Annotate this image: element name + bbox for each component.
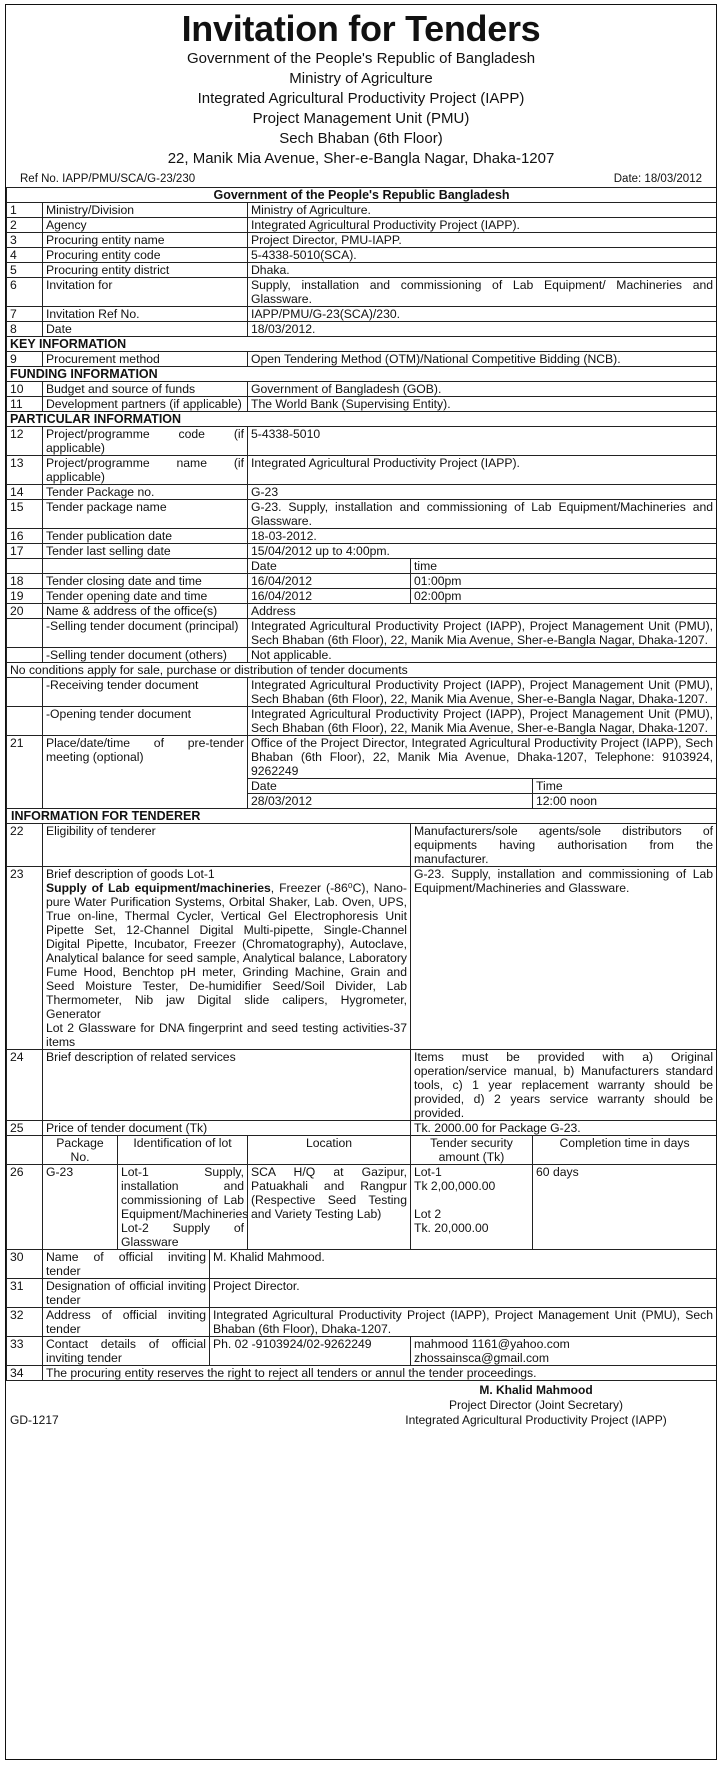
- cell-text: Brief description of goods Lot-1: [46, 867, 215, 881]
- table-cell: 12: [7, 427, 43, 456]
- section-heading: INFORMATION FOR TENDERER: [7, 809, 717, 824]
- table-cell: Procuring entity code: [43, 248, 248, 263]
- table-cell: Integrated Agricultural Productivity Project (IAPP), Project Management Unit (PMU), Sech Bhaban (6th Floor), 22, Manik Mia Avenue, Sher-e-Bangla Nagar, Dhaka-1207.: [248, 707, 717, 736]
- table-cell: Tender package name: [43, 500, 248, 529]
- table-cell: 28/03/2012: [248, 794, 533, 809]
- signatory-org: Integrated Agricultural Productivity Project (IAPP): [405, 1413, 667, 1427]
- table-cell: -Selling tender document (others): [43, 648, 248, 663]
- table-cell: Integrated Agricultural Productivity Project (IAPP).: [248, 218, 717, 233]
- table-row: [7, 1050, 717, 1121]
- section-heading: PARTICULAR INFORMATION: [7, 412, 717, 427]
- header-line: Ministry of Agriculture: [289, 70, 433, 87]
- table-cell: 5-4338-5010(SCA).: [248, 248, 717, 263]
- table-row: [7, 278, 717, 307]
- table-cell: Tender last selling date: [43, 544, 248, 559]
- table-row: [7, 456, 717, 485]
- table-cell: 5: [7, 263, 43, 278]
- table-row: [7, 648, 717, 663]
- table-cell: G-23. Supply, installation and commissioning of Lab Equipment/Machineries and Glassware.: [248, 500, 717, 529]
- table-cell: 7: [7, 307, 43, 322]
- table-cell: Integrated Agricultural Productivity Project (IAPP), Project Management Unit (PMU), Sech Bhaban (6th Floor), Dhaka-1207.: [210, 1308, 717, 1337]
- table-cell: [43, 867, 411, 1050]
- cell-text: mahmood 1161@yahoo.com: [414, 1337, 570, 1351]
- table-row: [7, 263, 717, 278]
- table-cell: Contact details of official inviting tender: [43, 1337, 210, 1366]
- table-cell: Procuring entity name: [43, 233, 248, 248]
- table-cell: Place/date/time of pre-tender meeting (optional): [43, 736, 248, 809]
- table-row: [7, 1121, 717, 1136]
- table-row: [7, 307, 717, 322]
- table-cell: [7, 678, 43, 707]
- table-cell: [7, 648, 43, 663]
- signatory-designation: Project Director (Joint Secretary): [448, 1398, 624, 1412]
- table-cell: 26: [7, 1165, 43, 1250]
- cell-text: Tk. 20,000.00: [414, 1221, 489, 1235]
- table-row: [7, 604, 717, 619]
- table-cell: [411, 1337, 717, 1366]
- table-cell: 18-03-2012.: [248, 529, 717, 544]
- table-cell: 6: [7, 278, 43, 307]
- table-cell: 20: [7, 604, 43, 619]
- table-cell: 01:00pm: [411, 574, 717, 589]
- table-cell: Completion time in days: [533, 1136, 717, 1165]
- table-cell: Name & address of the office(s): [43, 604, 248, 619]
- table-row: [7, 867, 717, 1050]
- table-cell: [7, 707, 43, 736]
- table-cell: Address of official inviting tender: [43, 1308, 210, 1337]
- table-cell: 5-4338-5010: [248, 427, 717, 456]
- section-heading: KEY INFORMATION: [7, 337, 717, 352]
- table-cell: 31: [7, 1279, 43, 1308]
- table-row: [7, 736, 717, 779]
- table-cell: 8: [7, 322, 43, 337]
- table-cell: 32: [7, 1308, 43, 1337]
- table-cell: Designation of official inviting tender: [43, 1279, 210, 1308]
- table-cell: Date: [248, 559, 411, 574]
- table-cell: -Receiving tender document: [43, 678, 248, 707]
- gd-code: GD-1217: [10, 1413, 59, 1427]
- table-row: [7, 322, 717, 337]
- table-cell: 9: [7, 352, 43, 367]
- table-row: [7, 678, 717, 707]
- header-line: Government of the People's Republic of Bangladesh: [186, 50, 536, 67]
- table-cell: 3: [7, 233, 43, 248]
- table-cell: Integrated Agricultural Productivity Project (IAPP), Project Management Unit (PMU), Sech Bhaban (6th Floor), 22, Manik Mia Avenue, Sher-e-Bangla Nagar, Dhaka-1207.: [248, 619, 717, 648]
- table-cell: Price of tender document (Tk): [43, 1121, 411, 1136]
- table-cell: The procuring entity reserves the right to reject all tenders or annul the tender proceedings.: [43, 1366, 717, 1381]
- table-row: [7, 1136, 717, 1165]
- table-cell: Identification of lot: [118, 1136, 248, 1165]
- tender-table: [6, 187, 717, 1381]
- table-cell: M. Khalid Mahmood.: [210, 1250, 717, 1279]
- table-row: [7, 559, 717, 574]
- table-cell: -Opening tender document: [43, 707, 248, 736]
- cell-text: , Freezer (-86⁰C), Nano-pure Water Purification Systems, Orbital Shaker, Lab. Oven, UPS, True on-line, Thermal Cycler, Vertical Gel Electrophoresis Unit Pipette Set, 12-Channel Digital Multi-pipette, Single-Channel Digital Pipette, Incubator, Freezer (Chromatography), Autoclave, Analytical balance for seed sample, Analytical balance, Laboratory Fume Hood, Benchtop pH meter, Grinding Machine, Grain and Seed Moisture Tester, De-humidifier Seed/Soil Divider, Lab Thermometer, Nib jaw Digital slide calipers, Hygrometer, Generator: [46, 881, 407, 1021]
- cell-text: Tk 2,00,000.00: [414, 1179, 496, 1193]
- table-row: [7, 619, 717, 648]
- table-cell: Brief description of related services: [43, 1050, 411, 1121]
- table-cell: Date: [43, 322, 248, 337]
- table-cell: 13: [7, 456, 43, 485]
- signature-block: [6, 1383, 716, 1428]
- table-cell: [43, 559, 248, 574]
- table-cell: Integrated Agricultural Productivity Project (IAPP), Project Management Unit (PMU), Sech Bhaban (6th Floor), 22, Manik Mia Avenue, Sher-e-Bangla Nagar, Dhaka-1207.: [248, 678, 717, 707]
- table-cell: Open Tendering Method (OTM)/National Competitive Bidding (NCB).: [248, 352, 717, 367]
- table-row: [7, 248, 717, 263]
- table-cell: time: [411, 559, 717, 574]
- table-row: [7, 824, 717, 867]
- table-cell: 10: [7, 382, 43, 397]
- table-cell: Development partners (if applicable): [43, 397, 248, 412]
- table-cell: 16/04/2012: [248, 589, 411, 604]
- table-cell: 15/04/2012 up to 4:00pm.: [248, 544, 717, 559]
- table-cell: [411, 1165, 533, 1250]
- cell-text: [46, 881, 407, 1021]
- page-title: Invitation for Tenders: [181, 8, 541, 49]
- table-cell: Integrated Agricultural Productivity Project (IAPP).: [248, 456, 717, 485]
- table-cell: Tender publication date: [43, 529, 248, 544]
- table-cell: 25: [7, 1121, 43, 1136]
- header-line: Project Management Unit (PMU): [252, 110, 470, 127]
- cell-text: Supply of Lab equipment/machineries: [46, 881, 271, 895]
- table-row: [7, 382, 717, 397]
- table-row: [7, 544, 717, 559]
- ref-row: [6, 169, 716, 187]
- table-cell: 16: [7, 529, 43, 544]
- table-cell: 16/04/2012: [248, 574, 411, 589]
- table-cell: Lot-1 Supply, installation and commissioning of Lab Equipment/Machineries Lot-2 Supply of Glassware: [118, 1165, 248, 1250]
- table-row: [7, 397, 717, 412]
- table-cell: G-23. Supply, installation and commissioning of Lab Equipment/Machineries and Glassware.: [411, 867, 717, 1050]
- table-cell: Invitation Ref No.: [43, 307, 248, 322]
- table-cell: -Selling tender document (principal): [43, 619, 248, 648]
- table-cell: 30: [7, 1250, 43, 1279]
- table-cell: 18/03/2012.: [248, 322, 717, 337]
- table-row: [7, 574, 717, 589]
- table-cell: 1: [7, 203, 43, 218]
- table-cell: Budget and source of funds: [43, 382, 248, 397]
- table-cell: 18: [7, 574, 43, 589]
- table-row: [7, 529, 717, 544]
- table-cell: 22: [7, 824, 43, 867]
- table-cell: 34: [7, 1366, 43, 1381]
- table-cell: Name of official inviting tender: [43, 1250, 210, 1279]
- table-cell: Government of Bangladesh (GOB).: [248, 382, 717, 397]
- table-cell: 14: [7, 485, 43, 500]
- table-cell: Time: [533, 779, 717, 794]
- ref-number: Ref No. IAPP/PMU/SCA/G-23/230: [20, 173, 196, 185]
- table-cell: Dhaka.: [248, 263, 717, 278]
- table-cell: Tender security amount (Tk): [411, 1136, 533, 1165]
- header-line: Integrated Agricultural Productivity Project (IAPP): [197, 90, 525, 107]
- section-heading: FUNDING INFORMATION: [7, 367, 717, 382]
- table-cell: Tender opening date and time: [43, 589, 248, 604]
- table-cell: Tk. 2000.00 for Package G-23.: [411, 1121, 717, 1136]
- table-cell: [7, 559, 43, 574]
- table-row: [7, 352, 717, 367]
- table-cell: Eligibility of tenderer: [43, 824, 411, 867]
- table-cell: 11: [7, 397, 43, 412]
- header-line: 22, Manik Mia Avenue, Sher-e-Bangla Nagar, Dhaka-1207: [167, 150, 555, 167]
- table-cell: Location: [248, 1136, 411, 1165]
- table-cell: 23: [7, 867, 43, 1050]
- cell-text: Lot 2: [414, 1207, 442, 1221]
- table-cell: 60 days: [533, 1165, 717, 1250]
- table-row: [7, 707, 717, 736]
- table-cell: 12:00 noon: [533, 794, 717, 809]
- table-cell: 19: [7, 589, 43, 604]
- table-cell: 15: [7, 500, 43, 529]
- table-cell: Date: [248, 779, 533, 794]
- table-cell: 33: [7, 1337, 43, 1366]
- table-cell: Address: [248, 604, 717, 619]
- table-cell: No conditions apply for sale, purchase or distribution of tender documents: [7, 663, 717, 678]
- table-cell: Not applicable.: [248, 648, 717, 663]
- table-cell: Project Director, PMU-IAPP.: [248, 233, 717, 248]
- table-cell: 02:00pm: [411, 589, 717, 604]
- table-cell: Manufacturers/sole agents/sole distributors of equipments having authorisation from the manufacturer.: [411, 824, 717, 867]
- table-row: [7, 218, 717, 233]
- table-row: [7, 233, 717, 248]
- table-row: [7, 1366, 717, 1381]
- table-cell: G-23: [248, 485, 717, 500]
- table-cell: Tender Package no.: [43, 485, 248, 500]
- table-cell: SCA H/Q at Gazipur, Patuakhali and Rangpur (Respective Seed Testing and Variety Testing Lab): [248, 1165, 411, 1250]
- header-line: Sech Bhaban (6th Floor): [279, 130, 443, 147]
- table-cell: G-23: [43, 1165, 118, 1250]
- table-cell: Procurement method: [43, 352, 248, 367]
- table-cell: IAPP/PMU/G-23(SCA)/230.: [248, 307, 717, 322]
- table-cell: 21: [7, 736, 43, 809]
- cell-text: Lot-1: [414, 1165, 442, 1179]
- table-cell: Procuring entity district: [43, 263, 248, 278]
- table-row: [7, 427, 717, 456]
- table-title: Government of the People's Republic Bangladesh: [7, 188, 717, 203]
- table-cell: Tender closing date and time: [43, 574, 248, 589]
- table-row: [7, 1279, 717, 1308]
- table-cell: Package No.: [43, 1136, 118, 1165]
- table-cell: Ministry of Agriculture.: [248, 203, 717, 218]
- table-cell: 4: [7, 248, 43, 263]
- table-row: [7, 663, 717, 678]
- table-cell: Office of the Project Director, Integrated Agricultural Productivity Project (IAPP), Sech Bhaban (6th Floor), 22, Manik Mia Avenue, Dhaka-1207, Telephone: 9103924, 9262249: [248, 736, 717, 779]
- tender-notice: [5, 4, 717, 1760]
- cell-text: [414, 1193, 529, 1207]
- table-cell: The World Bank (Supervising Entity).: [248, 397, 717, 412]
- table-cell: Invitation for: [43, 278, 248, 307]
- signatory-name: M. Khalid Mahmood: [479, 1383, 593, 1397]
- table-row: [7, 1165, 717, 1250]
- table-cell: Supply, installation and commissioning of Lab Equipment/ Machineries and Glassware.: [248, 278, 717, 307]
- table-row: [7, 1250, 717, 1279]
- cell-text: zhossainsca@gmail.com: [414, 1351, 549, 1365]
- table-row: [7, 589, 717, 604]
- table-row: [7, 203, 717, 218]
- table-cell: Agency: [43, 218, 248, 233]
- cell-text: Lot 2 Glassware for DNA fingerprint and seed testing activities-37 items: [46, 1021, 407, 1049]
- table-cell: Project/programme name (if applicable): [43, 456, 248, 485]
- table-cell: Items must be provided with a) Original operation/service manual, b) Manufacturers standard tools, c) 1 year replacement warranty should be provided, d) 2 years service warranty should be provided.: [411, 1050, 717, 1121]
- table-cell: [7, 619, 43, 648]
- table-cell: 17: [7, 544, 43, 559]
- table-cell: Project Director.: [210, 1279, 717, 1308]
- table-cell: 2: [7, 218, 43, 233]
- table-cell: 24: [7, 1050, 43, 1121]
- ref-date: Date: 18/03/2012: [613, 173, 702, 185]
- table-cell: Ministry/Division: [43, 203, 248, 218]
- table-row: [7, 1308, 717, 1337]
- table-row: [7, 1337, 717, 1366]
- table-row: [7, 485, 717, 500]
- table-row: [7, 500, 717, 529]
- table-cell: [7, 1136, 43, 1165]
- table-cell: Project/programme code (if applicable): [43, 427, 248, 456]
- table-cell: Ph. 02 -9103924/02-9262249: [210, 1337, 411, 1366]
